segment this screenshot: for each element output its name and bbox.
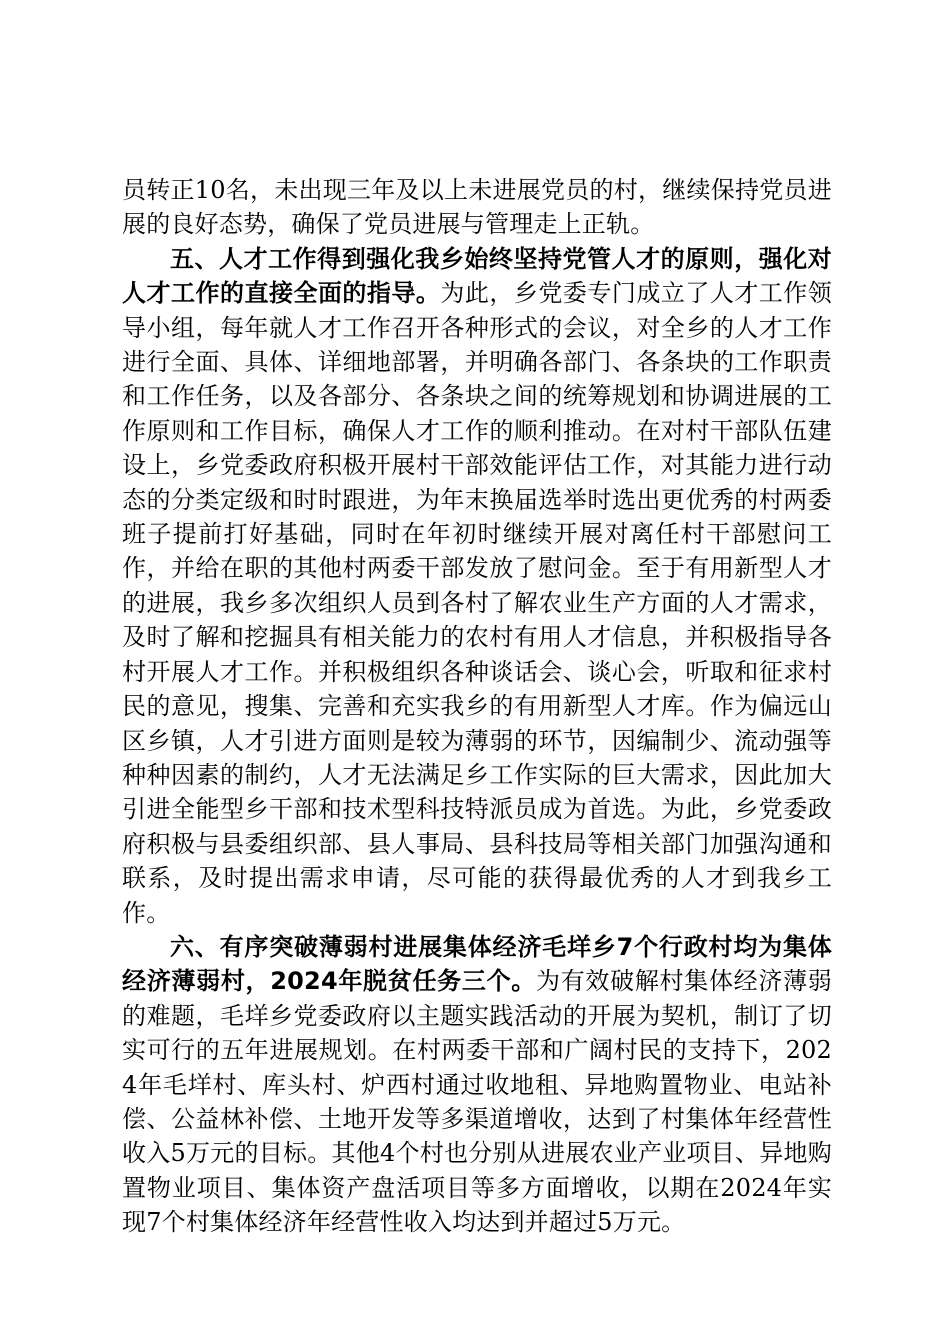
document-page (122, 173, 832, 1240)
paragraph-text: 为此，乡党委专门成立了人才工作领导小组，每年就人才工作召开各种形式的会议，对全乡的人才工作进行全面、具体、详细地部署，并明确各部门、各条块的工作职责和工作任务，以及各部分、各条块之间的统筹规划和协调进展的工作原则和工作目标，确保人才工作的顺利推动。在对村干部队伍建设上，乡党委政府积极开展村干部效能评估工作，对其能力进行动态的分类定级和时时跟进，为年末换届选举时选出更优秀的村两委班子提前打好基础，同时在年初时继续开展对离任村干部慰问工作，并给在职的其他村两委干部发放了慰问金。至于有用新型人才的进展，我乡多次组织人员到各村了解农业生产方面的人才需求，及时了解和挖掘具有相关能力的农村有用人才信息，并积极指导各村开展人才工作。并积极组织各种谈话会、谈心会，听取和征求村民的意见，搜集、完善和充实我乡的有用新型人才库。作为偏远山区乡镇，人才引进方面则是较为薄弱的环节，因编制少、流动强等种种因素的制约，人才无法满足乡工作实际的巨大需求，因此加大引进全能型乡干部和技术型科技特派员成为首选。为此，乡党委政府积极与县委组织部、县人事局、县科技局等相关部门加强沟通和联系，及时提出需求申请，尽可能的获得最优秀的人才到我乡工作。 (122, 279, 832, 927)
paragraph-talent-work (122, 242, 832, 930)
paragraph-continuation (122, 173, 832, 242)
section-heading-five: 五、人才工作得到强化我乡始终坚持党管人才的原则，强化对人才工作的直接全面的指导。 (122, 244, 832, 308)
paragraph-text: 为有效破解村集体经济薄弱的难题，毛垟乡党委政府以主题实践活动的开展为契机，制订了切实可行的五年进展规划。在村两委干部和广阔村民的支持下，2024年毛垟村、库头村、炉西村通过收地租、异地购置物业、电站补偿、公益林补偿、土地开发等多渠道增收，达到了村集体年经营性收入5万元的目标。其他4个村也分别从进展农业产业项目、异地购置物业项目、集体资产盘活项目等多方面增收，以期在2024年实现7个村集体经济年经营性收入均达到并超过5万元。 (122, 967, 832, 1237)
section-heading-six: 六、有序突破薄弱村进展集体经济毛垟乡7个行政村均为集体经济薄弱村，2024年脱贫任务三个。 (122, 932, 832, 996)
paragraph-collective-economy (122, 930, 832, 1240)
paragraph-text: 员转正10名，未出现三年及以上未进展党员的村，继续保持党员进展的良好态势，确保了党员进展与管理走上正轨。 (122, 176, 832, 239)
